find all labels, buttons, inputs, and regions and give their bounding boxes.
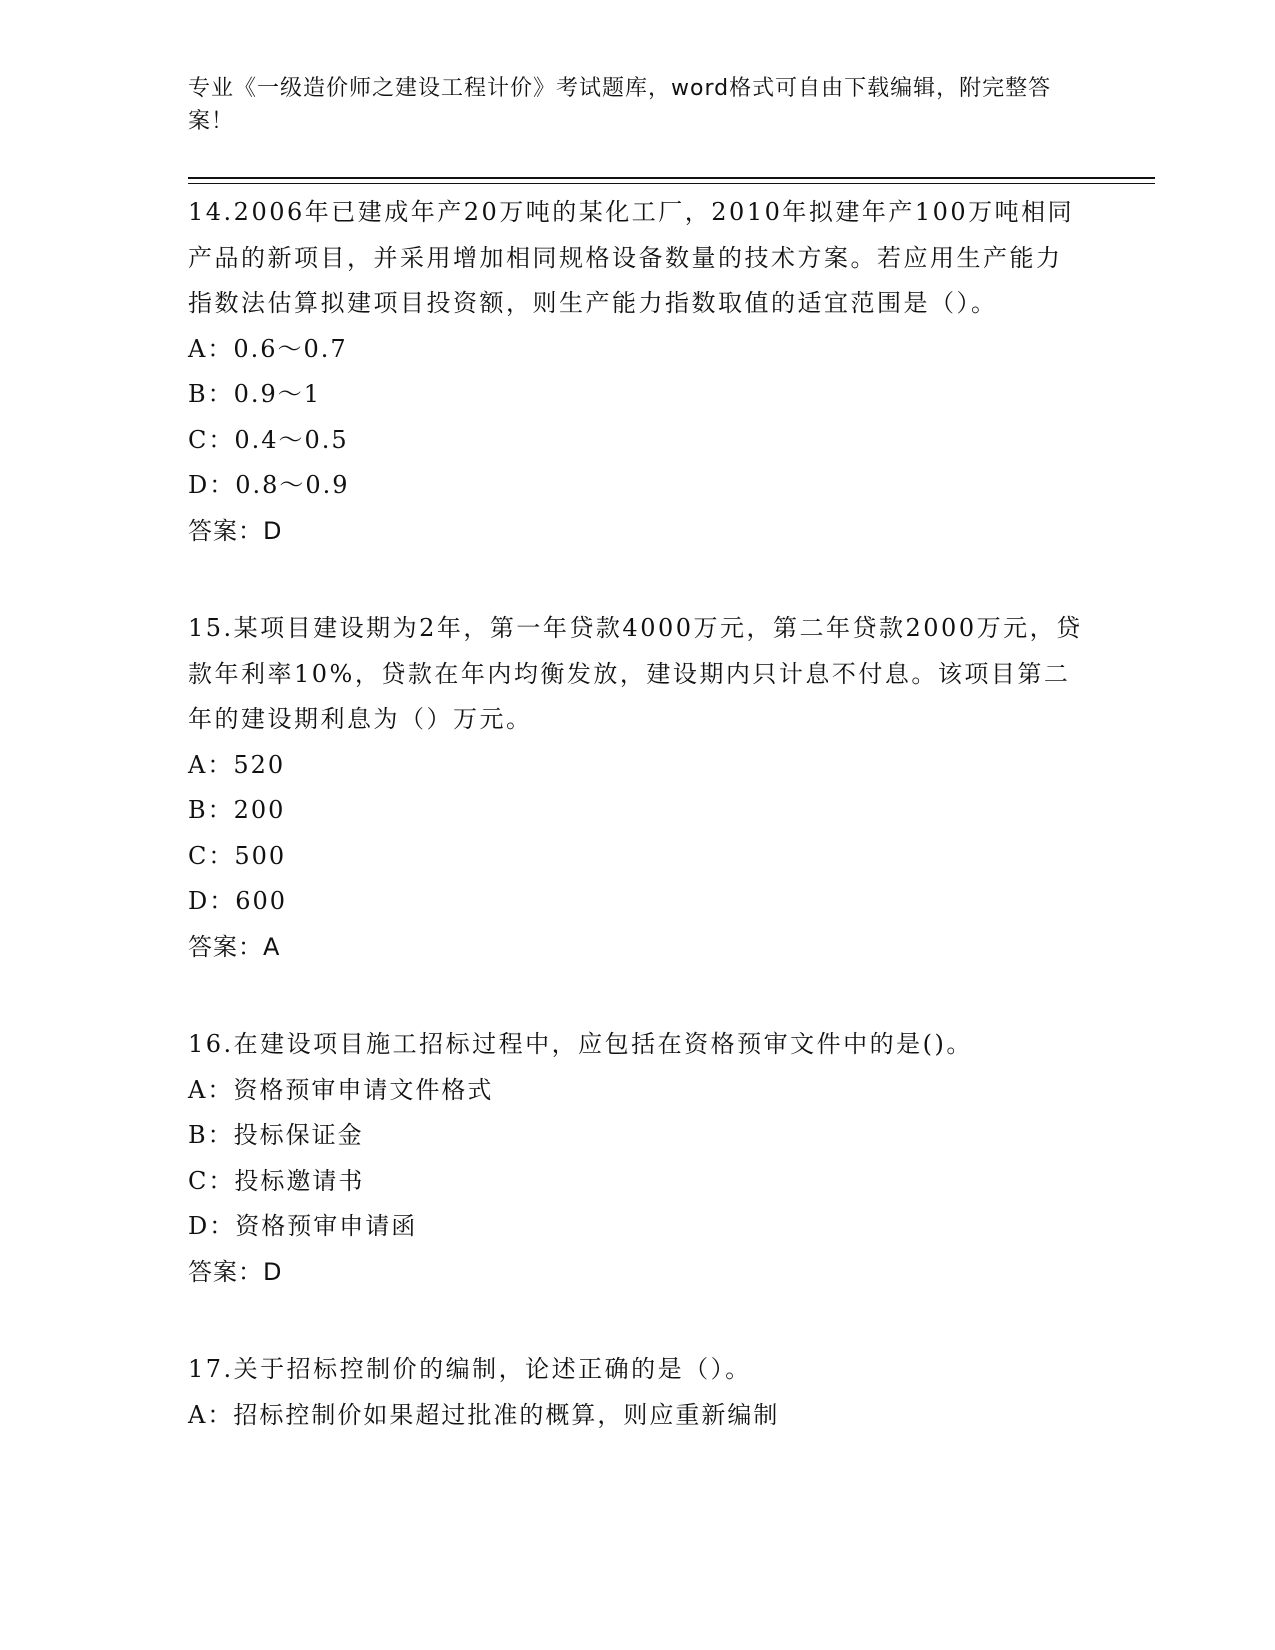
option-d: D：0.8～0.9	[188, 471, 350, 499]
option-b: B：0.9～1	[188, 380, 322, 408]
answer: 答案：D	[188, 1257, 283, 1286]
question-text: 17.关于招标控制价的编制，论述正确的是（）。	[188, 1355, 752, 1383]
question-text: 16.在建设项目施工招标过程中，应包括在资格预审文件中的是()。	[188, 1030, 973, 1058]
question-16	[188, 1022, 1088, 1295]
option-a: A：资格预审申请文件格式	[188, 1075, 494, 1104]
option-a: A：520	[188, 750, 286, 779]
option-c: C：0.4～0.5	[188, 425, 349, 454]
option-a: A：0.6～0.7	[188, 334, 348, 363]
option-b: B：200	[188, 796, 286, 824]
option-a: A：招标控制价如果超过批准的概算，则应重新编制	[188, 1400, 780, 1429]
option-b: B：投标保证金	[188, 1121, 364, 1149]
question-list	[188, 190, 1088, 1490]
document-header: 专业《一级造价师之建设工程计价》考试题库，word格式可自由下载编辑，附完整答案！	[188, 76, 1052, 134]
option-d: D：资格预审申请函	[188, 1212, 418, 1240]
question-14	[188, 190, 1088, 554]
answer: 答案：D	[188, 516, 283, 545]
option-d: D：600	[188, 887, 288, 915]
header-rule-thin	[188, 183, 1155, 184]
answer: 答案：A	[188, 932, 281, 961]
question-text: 14.2006年已建成年产20万吨的某化工厂，2010年拟建年产100万吨相同产品的新项目，并采用增加相同规格设备数量的技术方案。若应用生产能力指数法估算拟建项目投资额，则生产能力指数取值的适宜范围是（）。	[188, 198, 1075, 317]
question-text: 15.某项目建设期为2年，第一年贷款4000万元，第二年贷款2000万元，贷款年利率10%，贷款在年内均衡发放，建设期内只计息不付息。该项目第二年的建设期利息为（）万元。	[188, 614, 1083, 733]
option-c: C：投标邀请书	[188, 1166, 365, 1195]
header-rule-thick	[188, 177, 1155, 179]
question-17	[188, 1347, 1088, 1438]
option-c: C：500	[188, 841, 287, 870]
question-15	[188, 606, 1088, 970]
